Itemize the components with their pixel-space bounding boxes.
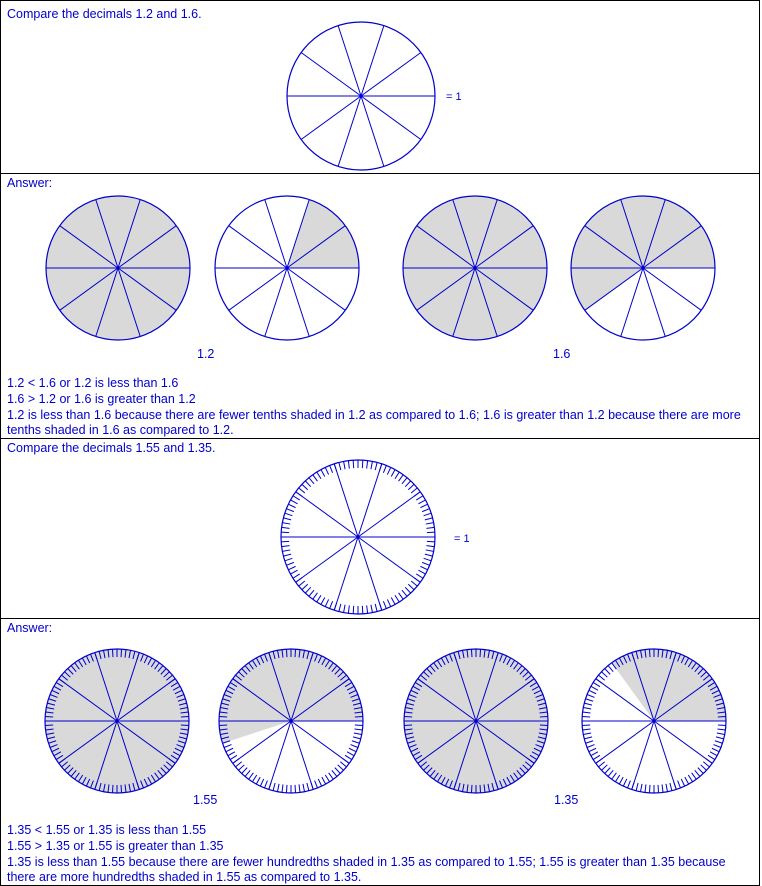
question-prompt: Compare the decimals 1.55 and 1.35. xyxy=(7,441,216,455)
decimal-label-b: 1.6 xyxy=(553,347,571,361)
decimal-1-55-hundredths-circle xyxy=(219,649,363,793)
decimal-1-55-whole-circle xyxy=(45,649,189,793)
hundredth-tick xyxy=(219,725,227,726)
hundredth-tick xyxy=(219,716,227,717)
hundredth-tick xyxy=(112,649,113,657)
explanation-text: 1.2 is less than 1.6 because there are fewer tenths shaded in 1.2 as compared to 1.6; 1.6 is greater than 1.2 because there are more tenths shaded in 1.6 as compared to 1.2. xyxy=(7,408,741,437)
hundredth-tick xyxy=(471,649,472,657)
hundredth-tick xyxy=(649,649,650,657)
hundredth-tick xyxy=(404,716,412,717)
answer-label: Answer: xyxy=(7,176,53,190)
hundredth-tick xyxy=(649,785,650,793)
decimal-1-6-tenths-circle xyxy=(571,196,715,340)
hundredth-tick xyxy=(286,649,287,657)
question-prompt: Compare the decimals 1.2 and 1.6. xyxy=(7,7,202,21)
hundredth-tick xyxy=(355,725,363,726)
comparison-statement-2: 1.6 > 1.2 or 1.6 is greater than 1.2 xyxy=(7,392,196,406)
hundredth-tick xyxy=(480,785,481,793)
hundredth-tick xyxy=(353,460,354,468)
hundredth-tick xyxy=(295,649,296,657)
explanation-text: 1.35 is less than 1.55 because there are fewer hundredths shaded in 1.35 as compared to 1.55; 1.55 is greater than 1.35 because there are more hundredths shaded in 1.55 as compared to 1.35. xyxy=(7,855,726,884)
hundredth-tick xyxy=(540,725,548,726)
hundredth-tick xyxy=(181,725,189,726)
decimal-1-2-tenths-circle xyxy=(215,196,359,340)
hundredth-tick xyxy=(281,541,289,542)
decimal-1-2-whole-circle xyxy=(46,196,190,340)
hundredth-tick xyxy=(45,716,53,717)
hundredth-tick xyxy=(121,785,122,793)
hundredth-tick xyxy=(404,725,412,726)
comparison-statement-2: 1.55 > 1.35 or 1.55 is greater than 1.35 xyxy=(7,839,224,853)
decimal-label-a: 1.2 xyxy=(197,347,215,361)
hundredth-tick xyxy=(582,725,590,726)
hundredth-tick xyxy=(362,606,363,614)
hundredth-tick xyxy=(427,541,435,542)
hundredth-tick xyxy=(353,606,354,614)
hundredth-tick xyxy=(355,716,363,717)
hundredth-tick xyxy=(658,649,659,657)
hundredth-tick xyxy=(480,649,481,657)
equals-one-label: = 1 xyxy=(446,91,462,103)
hundredth-tick xyxy=(718,725,726,726)
hundredth-tick xyxy=(658,785,659,793)
hundredth-tick xyxy=(45,725,53,726)
hundredth-tick xyxy=(471,785,472,793)
hundredth-tick xyxy=(121,649,122,657)
hundredth-tick xyxy=(718,716,726,717)
hundredth-tick xyxy=(362,460,363,468)
hundredth-tick xyxy=(295,785,296,793)
unit-whole-circle-hundredths xyxy=(281,460,435,614)
decimal-1-6-whole-circle xyxy=(403,196,547,340)
decimal-1-35-whole-circle xyxy=(404,649,548,793)
equals-one-label: = 1 xyxy=(454,533,470,545)
hundredth-tick xyxy=(181,716,189,717)
hundredth-tick xyxy=(427,532,435,533)
decimal-label-b: 1.35 xyxy=(554,793,579,807)
decimal-label-a: 1.55 xyxy=(193,793,218,807)
unit-whole-circle xyxy=(287,22,435,170)
decimal-1-35-hundredths-circle xyxy=(582,649,726,793)
hundredth-tick xyxy=(281,532,289,533)
comparison-statement-1: 1.2 < 1.6 or 1.2 is less than 1.6 xyxy=(7,376,179,390)
hundredth-tick xyxy=(112,785,113,793)
answer-label: Answer: xyxy=(7,621,53,635)
hundredth-tick xyxy=(286,785,287,793)
hundredth-tick xyxy=(582,716,590,717)
hundredth-tick xyxy=(540,716,548,717)
comparison-statement-1: 1.35 < 1.55 or 1.35 is less than 1.55 xyxy=(7,823,207,837)
